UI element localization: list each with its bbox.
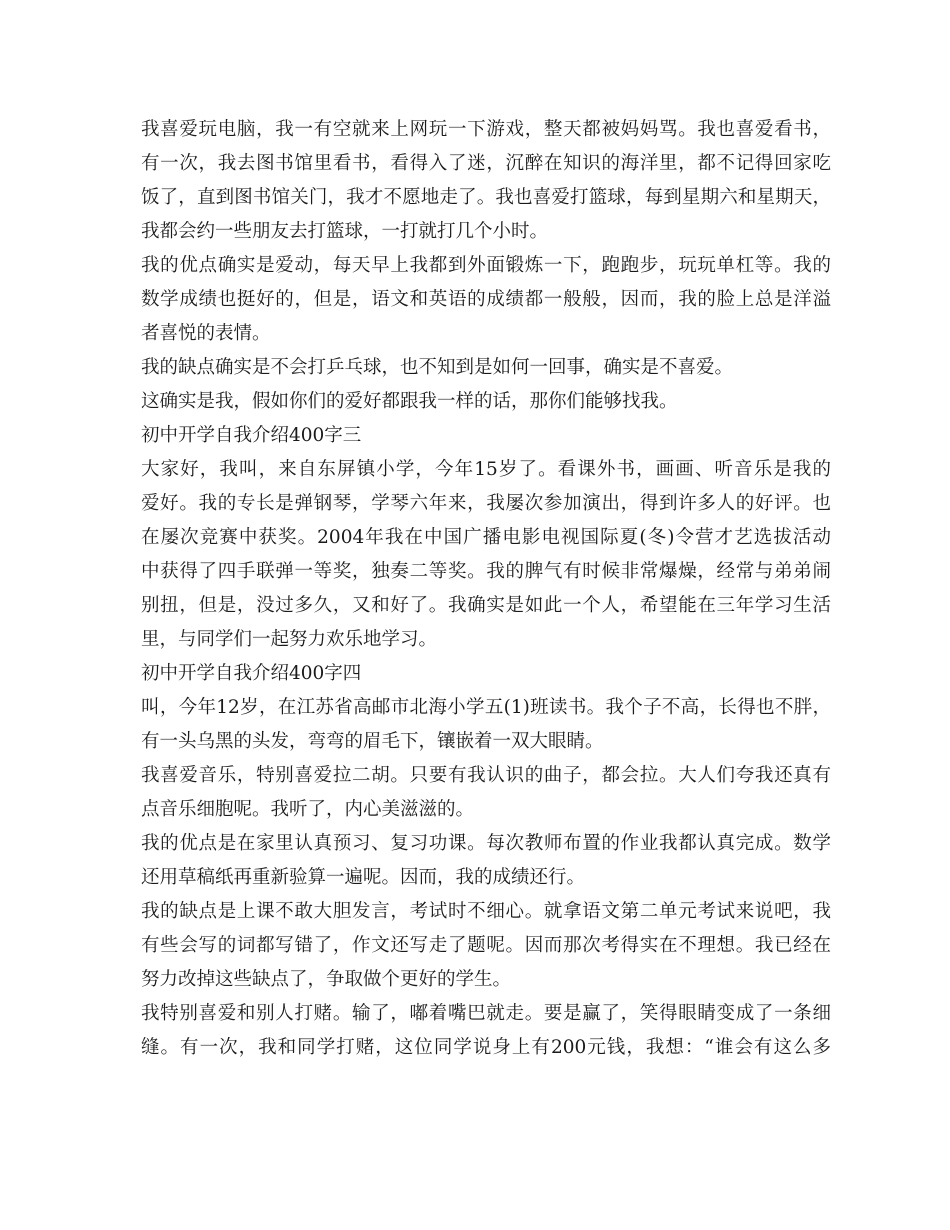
text-line: 爱好。我的专长是弹钢琴，学琴六年来，我屡次参加演出，得到许多人的好评。也 [141, 493, 831, 514]
text-line: 初中开学自我介绍400字三 [141, 425, 362, 446]
text-line: 在屡次竞赛中获奖。2004年我在中国广播电影电视国际夏(冬)令营才艺选拔活动 [141, 527, 831, 548]
text-line: 者喜悦的表情。 [141, 323, 271, 344]
text-line: 努力改掉这些缺点了，争取做个更好的学生。 [141, 969, 512, 990]
text-line: 有些会写的词都写错了，作文还写走了题呢。因而那次考得实在不理想。我已经在 [141, 935, 831, 956]
text-line: 我的缺点确实是不会打乒乓球，也不知到是如何一回事，确实是不喜爱。 [141, 357, 734, 378]
text-line: 我的优点确实是爱动，每天早上我都到外面锻炼一下，跑跑步，玩玩单杠等。我的 [141, 255, 831, 276]
text-line: 我喜爱玩电脑，我一有空就来上网玩一下游戏，整天都被妈妈骂。我也喜爱看书， [141, 119, 831, 140]
text-line: 有一头乌黑的头发，弯弯的眉毛下，镶嵌着一双大眼睛。 [141, 731, 604, 752]
text-line: 饭了，直到图书馆关门，我才不愿地走了。我也喜爱打篮球，每到星期六和星期天， [141, 187, 831, 208]
text-line: 我喜爱音乐，特别喜爱拉二胡。只要有我认识的曲子，都会拉。大人们夸我还真有 [141, 765, 831, 786]
text-line: 中获得了四手联弹一等奖，独奏二等奖。我的脾气有时候非常爆燥，经常与弟弟闹 [141, 561, 831, 582]
text-line: 叫，今年12岁，在江苏省高邮市北海小学五(1)班读书。我个子不高，长得也不胖， [141, 697, 831, 718]
text-line: 大家好，我叫，来自东屏镇小学，今年15岁了。看课外书，画画、听音乐是我的 [141, 459, 831, 480]
text-line: 我的优点是在家里认真预习、复习功课。每次教师布置的作业我都认真完成。数学 [141, 833, 831, 854]
text-line: 我都会约一些朋友去打篮球，一打就打几个小时。 [141, 221, 549, 242]
text-line: 别扭，但是，没过多久，又和好了。我确实是如此一个人，希望能在三年学习生活 [141, 595, 831, 616]
text-line: 这确实是我，假如你们的爱好都跟我一样的话，那你们能够找我。 [141, 391, 678, 412]
text-line: 还用草稿纸再重新验算一遍呢。因而，我的成绩还行。 [141, 867, 586, 888]
text-line: 有一次，我去图书馆里看书，看得入了迷，沉醉在知识的海洋里，都不记得回家吃 [141, 153, 831, 174]
body-text [141, 113, 831, 1065]
text-line: 数学成绩也挺好的，但是，语文和英语的成绩都一般般，因而，我的脸上总是洋溢 [141, 289, 831, 310]
text-line: 我的缺点是上课不敢大胆发言，考试时不细心。就拿语文第二单元考试来说吧，我 [141, 901, 831, 922]
text-line: 缝。有一次，我和同学打赌，这位同学说身上有200元钱，我想：“谁会有这么多 [141, 1037, 831, 1058]
text-line: 点音乐细胞呢。我听了，内心美滋滋的。 [141, 799, 475, 820]
text-line: 里，与同学们一起努力欢乐地学习。 [141, 629, 438, 650]
text-line: 我特别喜爱和别人打赌。输了，嘟着嘴巴就走。要是赢了，笑得眼睛变成了一条细 [141, 1003, 831, 1024]
text-line: 初中开学自我介绍400字四 [141, 663, 362, 684]
